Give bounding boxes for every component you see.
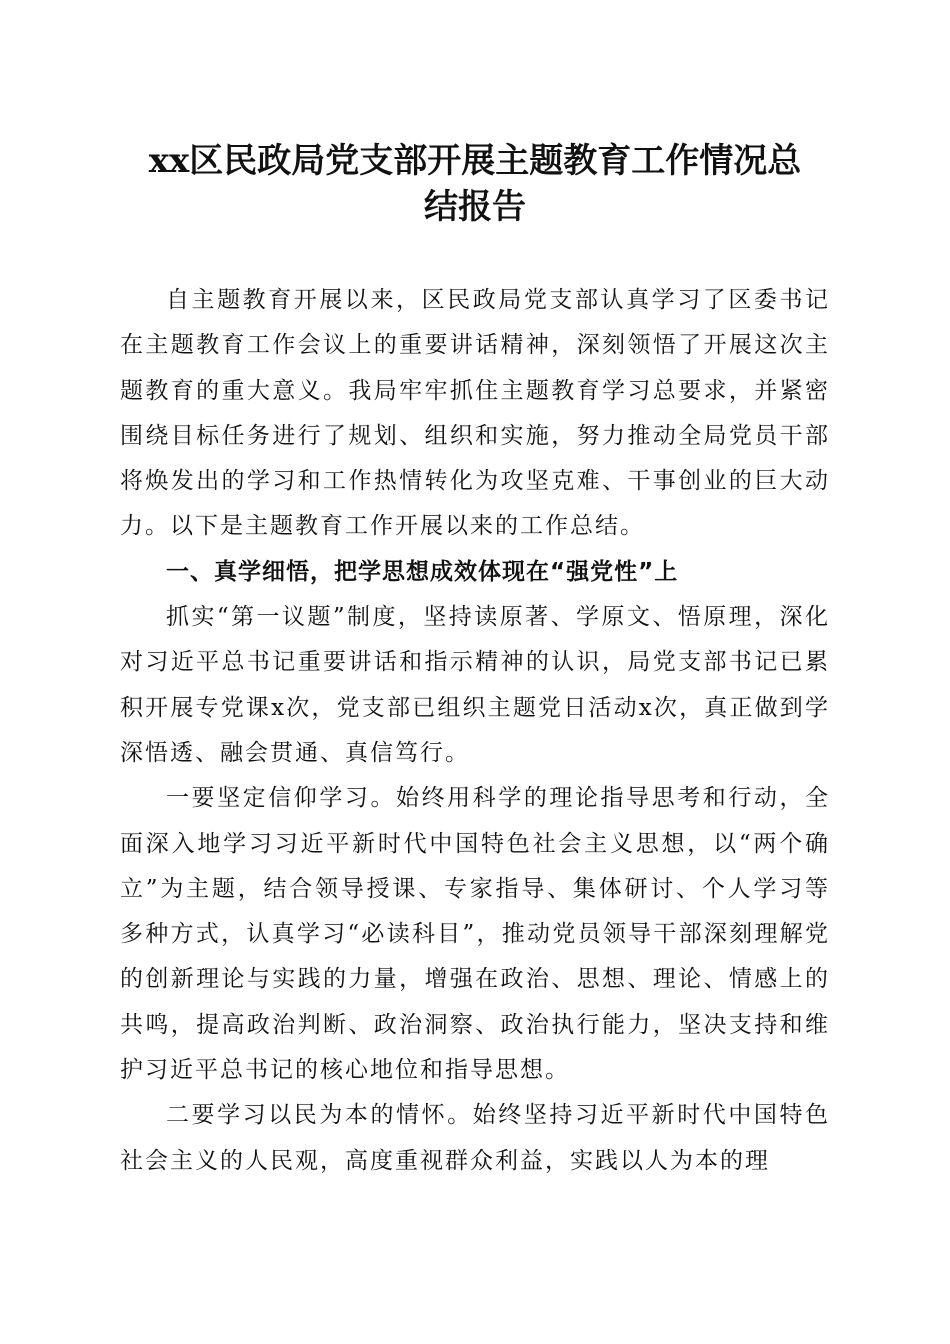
point-2-paragraph: 二要学习以民为本的情怀。始终坚持习近平新时代中国特色社会主义的人民观，高度重视群众利益，实践以人为本的理: [120, 1102, 830, 1174]
title-line-2: 结报告: [424, 187, 526, 227]
title-line-1: xx区民政局党支部开展主题教育工作情况总: [148, 141, 802, 181]
document-body: [120, 278, 830, 1184]
intro-paragraph: 自主题教育开展以来，区民政局党支部认真学习了区委书记在主题教育工作会议上的重要讲话精神，深刻领悟了开展这次主题教育的重大意义。我局牢牢抓住主题教育学习总要求，并紧密围绕目标任务进行了规划、组织和实施，努力推动全局党员干部将焕发出的学习和工作热情转化为攻坚克难、干事创业的巨大动力。以下是主题教育工作开展以来的工作总结。: [120, 287, 830, 540]
point-1-paragraph: 一要坚定信仰学习。始终用科学的理论指导思考和行动，全面深入地学习习近平新时代中国特色社会主义思想，以“两个确立”为主题，结合领导授课、专家指导、集体研讨、个人学习等多种方式，认真学习“必读科目”，推动党员领导干部深刻理解党的创新理论与实践的力量，增强在政治、思想、理论、情感上的共鸣，提高政治判断、政治洞察、政治执行能力，坚决支持和维护习近平总书记的核心地位和指导思想。: [120, 785, 830, 1084]
document-title: [100, 138, 850, 230]
section-1-paragraph: 抓实“第一议题”制度，坚持读原著、学原文、悟原理，深化对习近平总书记重要讲话和指示精神的认识，局党支部书记已累积开展专党课x次，党支部已组织主题党日活动x次，真正做到学深悟透、融会贯通、真信笃行。: [120, 604, 830, 766]
section-heading-1: 一、真学细悟，把学思想成效体现在“强党性”上: [166, 558, 679, 585]
